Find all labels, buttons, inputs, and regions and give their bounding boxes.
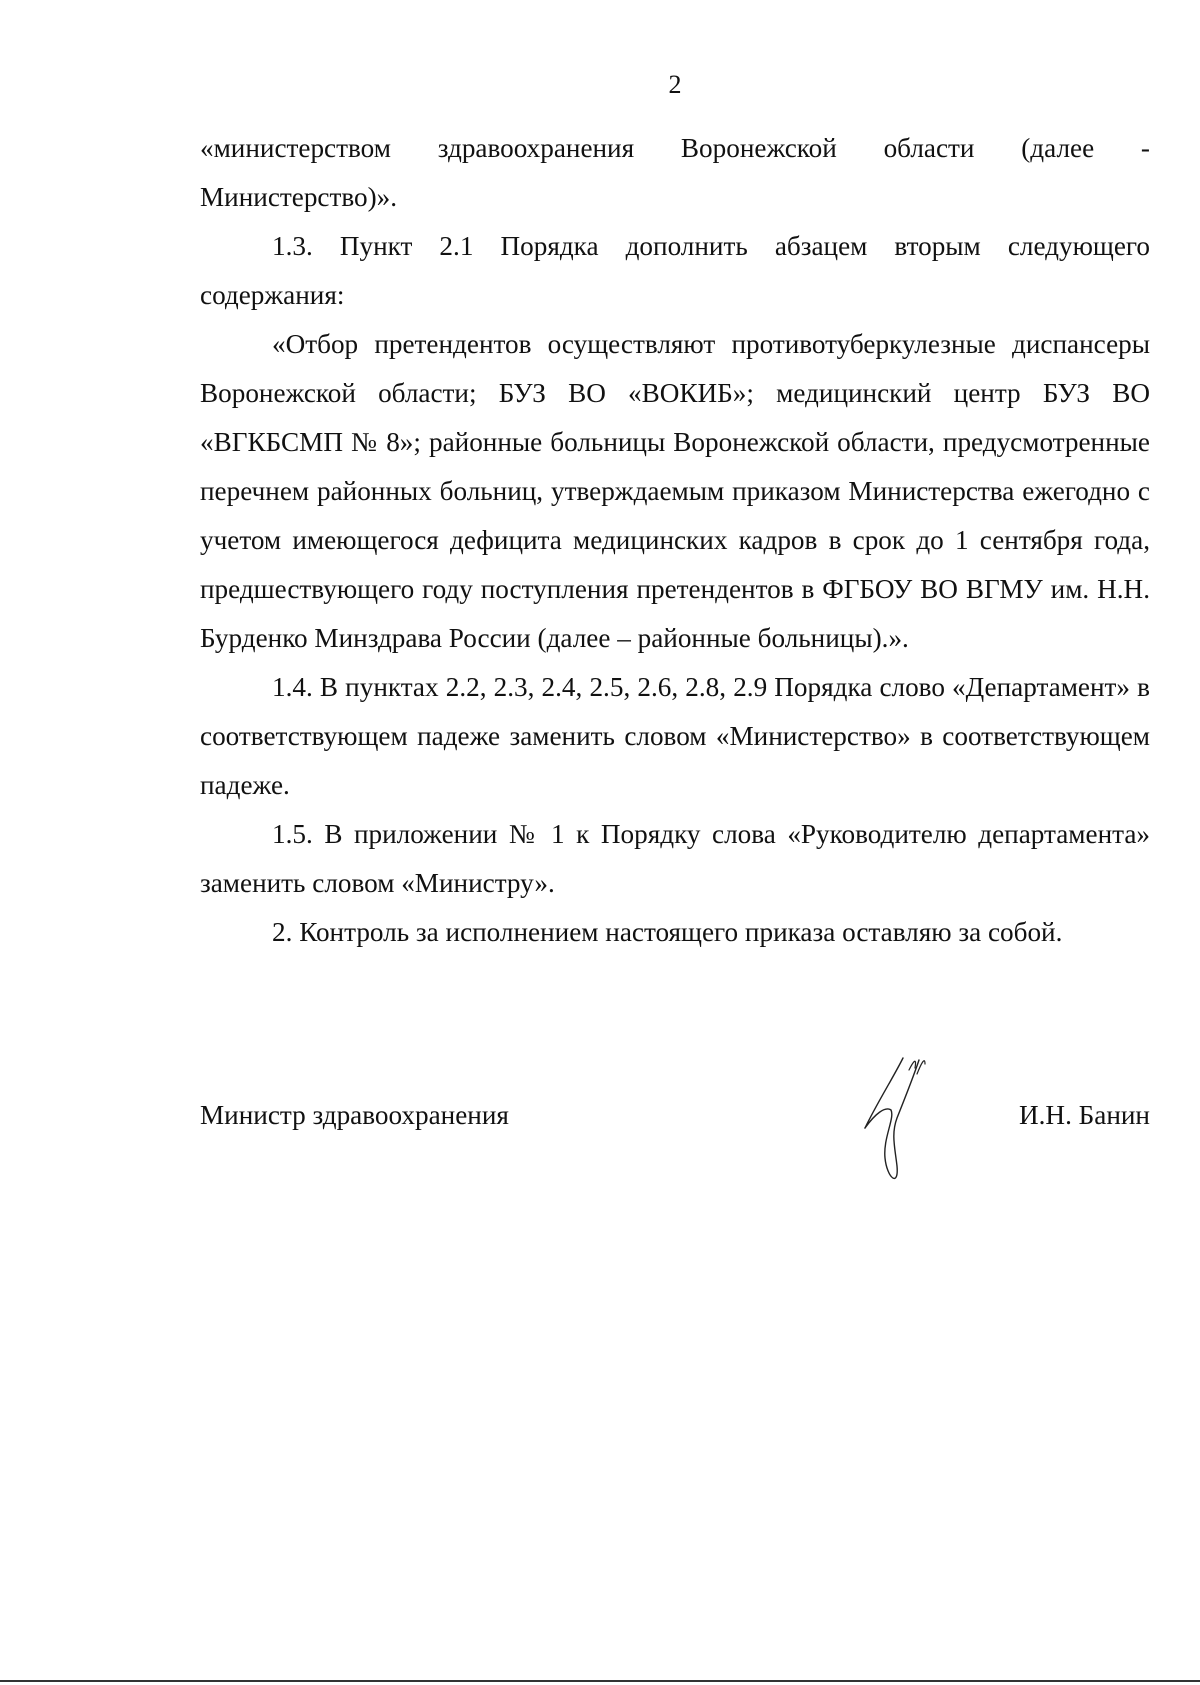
handwritten-signature: [855, 1048, 945, 1188]
page-bottom-rule: [0, 1680, 1200, 1682]
signature-block: [200, 1095, 1150, 1135]
signer-title: Министр здравоохранения: [200, 1100, 509, 1130]
paragraph-1-3: 1.3. Пункт 2.1 Порядка дополнить абзацем вторым следующего содержания:: [200, 231, 1150, 310]
paragraph-2: 2. Контроль за исполнением настоящего приказа оставляю за собой.: [272, 917, 1063, 947]
paragraph-continuation: «министерством здравоохранения Воронежской области (далее - Министерство)».: [200, 133, 1150, 212]
page-number: 2: [668, 70, 682, 99]
document-body: [200, 124, 1150, 957]
paragraph-1-5: 1.5. В приложении № 1 к Порядку слова «Руководителю департамента» заменить словом «Министру».: [200, 819, 1150, 898]
paragraph-1-4: 1.4. В пунктах 2.2, 2.3, 2.4, 2.5, 2.6, 2.8, 2.9 Порядка слово «Департамент» в соответствующем падеже заменить словом «Министерство» в соответствующем падеже.: [200, 672, 1150, 800]
signer-name: И.Н. Банин: [1019, 1100, 1150, 1130]
paragraph-quote-selection: «Отбор претендентов осуществляют противотуберкулезные диспансеры Воронежской области; БУЗ ВО «ВОКИБ»; медицинский центр БУЗ ВО «ВГКБСМП № 8»; районные больницы Воронежской области, предусмотренные перечнем районных больниц, утверждаемым приказом Министерства ежегодно с учетом имеющегося дефицита медицинских кадров в срок до 1 сентября года, предшествующего году поступления претендентов в ФГБОУ ВО ВГМУ им. Н.Н. Бурденко Минздрава России (далее – районные больницы).».: [200, 329, 1150, 653]
